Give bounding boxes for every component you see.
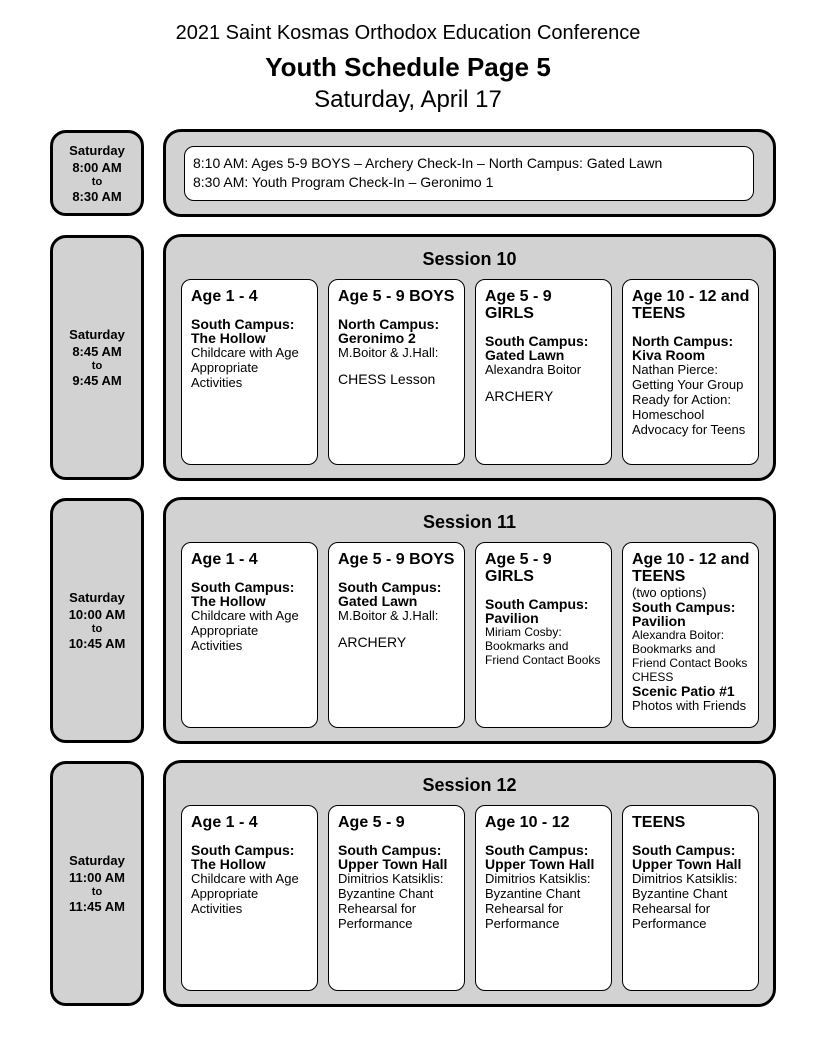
time-day: Saturday — [69, 590, 125, 605]
session-card — [328, 805, 465, 991]
card-description: Nathan Pierce: Getting Your Group Ready for Action: Homeschool Advocacy for Teens — [632, 362, 746, 437]
session-title: Session 12 — [422, 775, 517, 795]
time-end: 10:45 AM — [68, 636, 126, 651]
card-age: Age 1 - 4 — [191, 288, 258, 305]
session-card — [328, 279, 465, 465]
card-activity: ARCHERY — [338, 634, 407, 650]
time-start: 10:00 AM — [68, 607, 126, 622]
card-description: Dimitrios Katsiklis: Byzantine Chant Rehearsal for Performance — [632, 871, 738, 931]
card-age: Age 1 - 4 — [191, 814, 258, 831]
session-11-panel — [163, 497, 776, 744]
card-description: Dimitrios Katsiklis: Byzantine Chant Rehearsal for Performance — [338, 871, 444, 931]
card-age: Age 5 - 9 GIRLS — [485, 551, 552, 585]
card-location: South Campus: Upper Town Hall — [485, 842, 595, 872]
card-activity: ARCHERY — [485, 388, 554, 404]
session-card — [622, 805, 759, 991]
session-card — [622, 542, 759, 728]
card-location-alt: Scenic Patio #1 — [632, 683, 735, 699]
session-12-panel — [163, 760, 776, 1007]
card-age: TEENS — [632, 814, 686, 831]
page-title: Youth Schedule Page 5 — [265, 52, 551, 82]
card-description: Miriam Cosby: Bookmarks and Friend Contact Books — [485, 625, 601, 667]
card-age: Age 5 - 9 GIRLS — [485, 288, 552, 322]
card-age: Age 10 - 12 — [485, 814, 570, 831]
card-location: South Campus: Upper Town Hall — [338, 842, 448, 872]
time-day: Saturday — [69, 327, 125, 342]
time-start: 8:00 AM — [72, 159, 122, 175]
time-end: 11:45 AM — [69, 899, 125, 914]
card-age: Age 1 - 4 — [191, 551, 258, 568]
card-location: South Campus: The Hollow — [191, 579, 295, 609]
card-location: South Campus: Upper Town Hall — [632, 842, 742, 872]
card-location: North Campus: Kiva Room — [632, 333, 734, 363]
card-description: M.Boitor & J.Hall: — [338, 608, 439, 623]
card-activity: CHESS Lesson — [338, 371, 436, 387]
card-age: Age 5 - 9 — [338, 814, 405, 831]
card-description: Childcare with Age Appropriate Activities — [191, 345, 299, 390]
time-day: Saturday — [69, 853, 125, 868]
card-location: South Campus: The Hollow — [191, 842, 295, 872]
card-description: Dimitrios Katsiklis: Byzantine Chant Rehearsal for Performance — [485, 871, 591, 931]
session-title: Session 10 — [422, 249, 517, 269]
card-description: Childcare with Age Appropriate Activities — [191, 871, 299, 916]
conference-name: 2021 Saint Kosmas Orthodox Education Conference — [175, 22, 641, 44]
card-description-alt: Photos with Friends — [632, 698, 747, 713]
session-card — [181, 542, 318, 728]
checkin-notice — [184, 146, 754, 201]
time-to: to — [91, 175, 103, 188]
time-slot-session-11 — [50, 498, 144, 743]
time-slot-checkin — [50, 130, 144, 216]
card-age: Age 10 - 12 and TEENS — [632, 288, 750, 322]
session-card — [475, 542, 612, 728]
time-to: to — [91, 360, 103, 372]
time-start: 8:45 AM — [72, 344, 122, 359]
card-age: Age 10 - 12 and TEENS — [632, 551, 750, 585]
session-title: Session 11 — [422, 512, 517, 532]
session-10-panel — [163, 234, 776, 481]
session-card — [328, 542, 465, 728]
session-card — [475, 805, 612, 991]
session-card — [181, 279, 318, 465]
time-end: 9:45 AM — [72, 373, 122, 388]
card-location: South Campus: The Hollow — [191, 316, 295, 346]
time-slot-session-10 — [50, 235, 144, 480]
checkin-line: 8:10 AM: Ages 5-9 BOYS – Archery Check-In – North Campus: Gated Lawn — [193, 155, 663, 171]
time-start: 11:00 AM — [69, 870, 125, 885]
checkin-panel — [163, 129, 776, 217]
card-location: North Campus: Geronimo 2 — [338, 316, 440, 346]
card-description: Childcare with Age Appropriate Activities — [191, 608, 299, 653]
card-age: Age 5 - 9 BOYS — [338, 288, 455, 305]
card-description: Alexandra Boitor — [485, 362, 582, 377]
session-card — [622, 279, 759, 465]
card-location: South Campus: Pavilion — [632, 599, 736, 629]
time-to: to — [91, 623, 103, 635]
card-activity: CHESS — [632, 670, 674, 684]
session-card — [475, 279, 612, 465]
page-date: Saturday, April 17 — [314, 86, 502, 113]
time-to: to — [91, 886, 103, 898]
card-location: South Campus: Pavilion — [485, 596, 589, 626]
card-description: Alexandra Boitor: Bookmarks and Friend Contact Books — [632, 628, 748, 670]
card-age: Age 5 - 9 BOYS — [338, 551, 455, 568]
time-slot-session-12 — [50, 761, 144, 1006]
card-location: South Campus: Gated Lawn — [485, 333, 589, 363]
card-description: M.Boitor & J.Hall: — [338, 345, 439, 360]
session-card — [181, 805, 318, 991]
card-location: South Campus: Gated Lawn — [338, 579, 442, 609]
card-note: (two options) — [632, 585, 707, 600]
time-day: Saturday — [69, 142, 125, 158]
time-end: 8:30 AM — [72, 188, 122, 204]
checkin-line: 8:30 AM: Youth Program Check-In – Geronimo 1 — [193, 174, 494, 190]
